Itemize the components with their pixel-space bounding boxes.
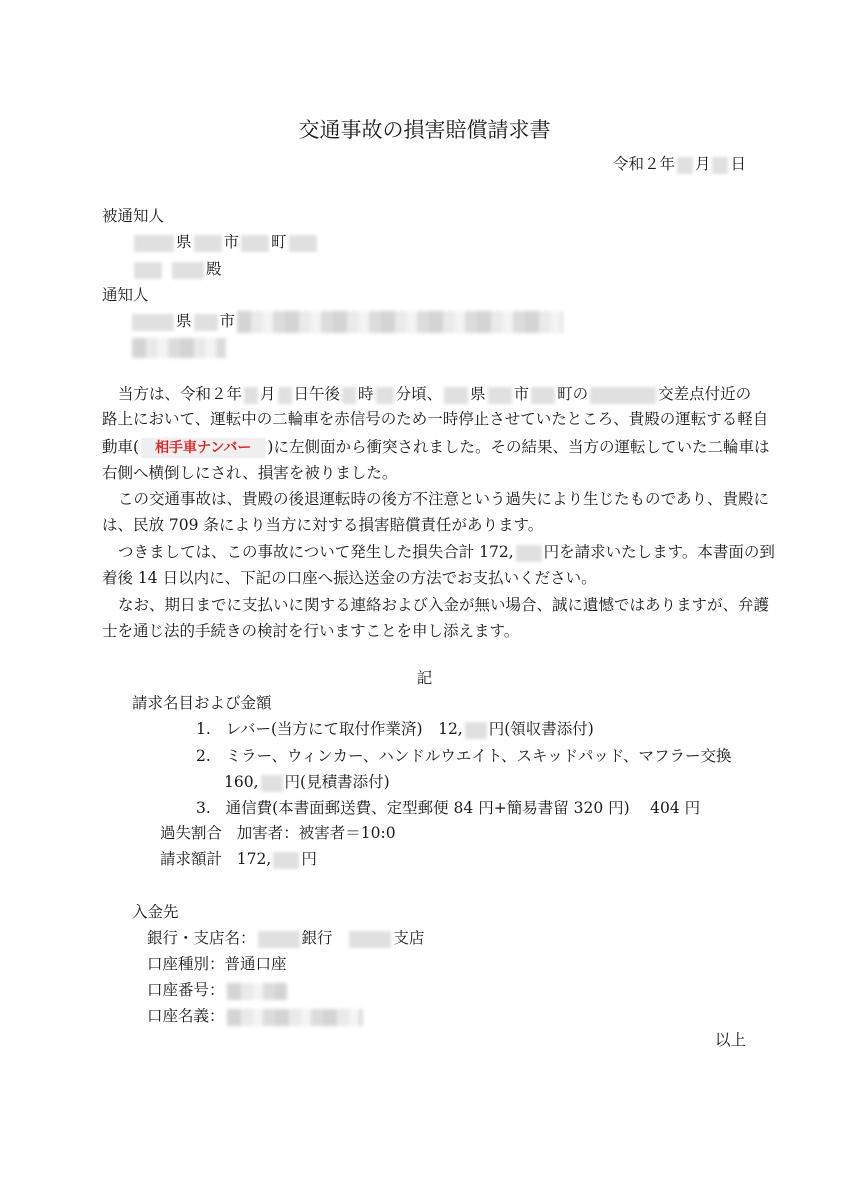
- redacted-text: [278, 387, 292, 404]
- item-number: 3.: [196, 799, 211, 817]
- branch-suffix: 支店: [393, 929, 425, 947]
- type-value: 普通口座: [224, 955, 287, 973]
- redacted-text: [194, 314, 218, 331]
- redacted-text: [237, 311, 563, 333]
- text: 円(見積書添付): [284, 773, 390, 791]
- bank-suffix: 銀行: [301, 929, 333, 947]
- redacted-text: [132, 338, 226, 358]
- deposit-account-number: [147, 980, 289, 1000]
- deposit-account-type: [147, 954, 287, 974]
- text: 円: [301, 850, 317, 868]
- recipient-honorific: 殿: [206, 260, 222, 278]
- fault-value: 加害者：被害者＝10:0: [236, 824, 396, 842]
- redacted-text: [273, 852, 299, 869]
- redacted-text: [444, 387, 468, 404]
- body-paragraph-3-line-1: [118, 542, 775, 562]
- document-date: [613, 154, 746, 174]
- body-paragraph-2-line-2: は、民放 709 条により当方に対する損害賠償責任があります。: [102, 516, 544, 534]
- body-paragraph-4-line-2: 士を通じ法的手続きの検討を行いますことを申し添えます。: [102, 622, 520, 640]
- redacted-text: [349, 931, 391, 948]
- text: 172,: [236, 850, 272, 868]
- document-title: 交通事故の損害賠償請求書: [298, 118, 551, 142]
- opponent-plate-placeholder: 相手車ナンバー: [141, 438, 265, 458]
- text: 町の: [557, 385, 589, 403]
- record-heading: 記: [416, 669, 433, 687]
- body-paragraph-1-line-1: [118, 384, 751, 404]
- text: 円を請求いたします。本書面の到: [543, 543, 775, 561]
- total-label: 請求額計: [160, 850, 223, 868]
- claim-total: [160, 849, 317, 869]
- deposit-heading: 入金先: [132, 903, 179, 921]
- claim-item-3: [196, 798, 700, 818]
- redacted-text: [590, 387, 656, 404]
- text: 交差点付近の: [658, 385, 752, 403]
- date-month-suffix: 月: [694, 155, 711, 173]
- sender-label: 通知人: [102, 286, 149, 304]
- redacted-text: [132, 314, 174, 331]
- bank-label: 銀行・支店名：: [147, 929, 256, 947]
- deposit-bank: [147, 928, 424, 948]
- text: 動車(: [102, 438, 140, 456]
- sender-city: 市: [219, 312, 236, 330]
- redacted-text: [227, 1009, 363, 1026]
- text: 通信費(本書面郵送費、定型郵便 84 円+簡易書留 320 円) 404 円: [225, 799, 701, 817]
- body-paragraph-1-line-2: 路上において、運転中の二輪車を赤信号のため一時停止させていたところ、貴殿の運転する軽自: [102, 410, 769, 428]
- redacted-text: [488, 387, 512, 404]
- text: 当方は、令和２年: [118, 385, 243, 403]
- date-era: 令和２年: [612, 155, 675, 173]
- recipient-label: 被通知人: [102, 207, 165, 225]
- text: )に左側面から衝突されました。その結果、当方の運転していた二輪車は: [267, 438, 770, 456]
- redacted-text: [244, 387, 258, 404]
- fault-ratio: [160, 823, 396, 843]
- claim-heading: 請求名目および金額: [132, 694, 272, 712]
- redacted-text: [227, 983, 287, 1000]
- redacted-text: [342, 387, 356, 404]
- redacted-month: [677, 157, 693, 174]
- text: 県: [470, 385, 486, 403]
- recipient-town: 町: [271, 233, 287, 251]
- item-number: 1.: [196, 720, 211, 738]
- recipient-name: [132, 259, 222, 279]
- text: 分頃、: [395, 385, 443, 403]
- recipient-city: 市: [223, 233, 240, 251]
- sender-pref: 県: [176, 312, 192, 330]
- recipient-pref: 県: [176, 233, 192, 251]
- text: レバー(当方にて取付作業済) 12,: [225, 720, 463, 738]
- body-paragraph-4-line-1: なお、期日までに支払いに関する連絡および入金が無い場合、誠に遺憾ではありますが、弁護: [118, 596, 770, 614]
- text: 日午後: [293, 385, 341, 403]
- text: 月: [260, 385, 276, 403]
- redacted-text: [261, 775, 283, 792]
- fault-label: 過失割合: [160, 824, 223, 842]
- claim-item-2: [196, 746, 732, 766]
- text: 時: [358, 385, 374, 403]
- redacted-text: [289, 235, 317, 252]
- redacted-day: [712, 157, 728, 174]
- deposit-account-holder: [147, 1006, 365, 1026]
- body-paragraph-2-line-1: この交通事故は、貴殿の後退運転時の後方不注意という過失により生じたものであり、貴殿に: [118, 490, 770, 508]
- claim-item-2-amount: [224, 772, 390, 792]
- recipient-address: [132, 232, 319, 252]
- redacted-text: [516, 545, 542, 562]
- body-paragraph-1-line-3: [102, 437, 769, 458]
- sender-name: [130, 337, 228, 358]
- item-number: 2.: [196, 747, 211, 765]
- body-paragraph-3-line-2: 着後 14 日以内に、下記の口座へ振込送金の方法でお支払いください。: [102, 569, 597, 587]
- redacted-text: [465, 722, 487, 739]
- redacted-text: [134, 235, 174, 252]
- body-paragraph-1-line-4: 右側へ横倒しにされ、損害を被りました。: [102, 464, 398, 482]
- redacted-text: [258, 931, 300, 948]
- type-label: 口座種別：: [147, 955, 225, 973]
- text: つきましては、この事故について発生した損失合計 172,: [118, 543, 514, 561]
- redacted-text: [531, 387, 555, 404]
- redacted-text: [376, 387, 394, 404]
- text: 市: [513, 385, 530, 403]
- number-label: 口座番号：: [147, 981, 225, 999]
- text: 160,: [224, 773, 259, 791]
- redacted-text: [134, 262, 162, 279]
- text: ミラー、ウィンカー、ハンドルウエイト、スキッドパッド、マフラー交換: [225, 747, 732, 765]
- date-day-suffix: 日: [730, 155, 746, 173]
- sender-address: [130, 311, 565, 333]
- text: 円(領収書添付): [488, 720, 594, 738]
- claim-item-1: [196, 719, 594, 739]
- redacted-text: [194, 235, 222, 252]
- redacted-text: [172, 262, 204, 279]
- closing-remark: 以上: [714, 1031, 746, 1049]
- holder-label: 口座名義：: [147, 1007, 225, 1025]
- redacted-text: [241, 235, 269, 252]
